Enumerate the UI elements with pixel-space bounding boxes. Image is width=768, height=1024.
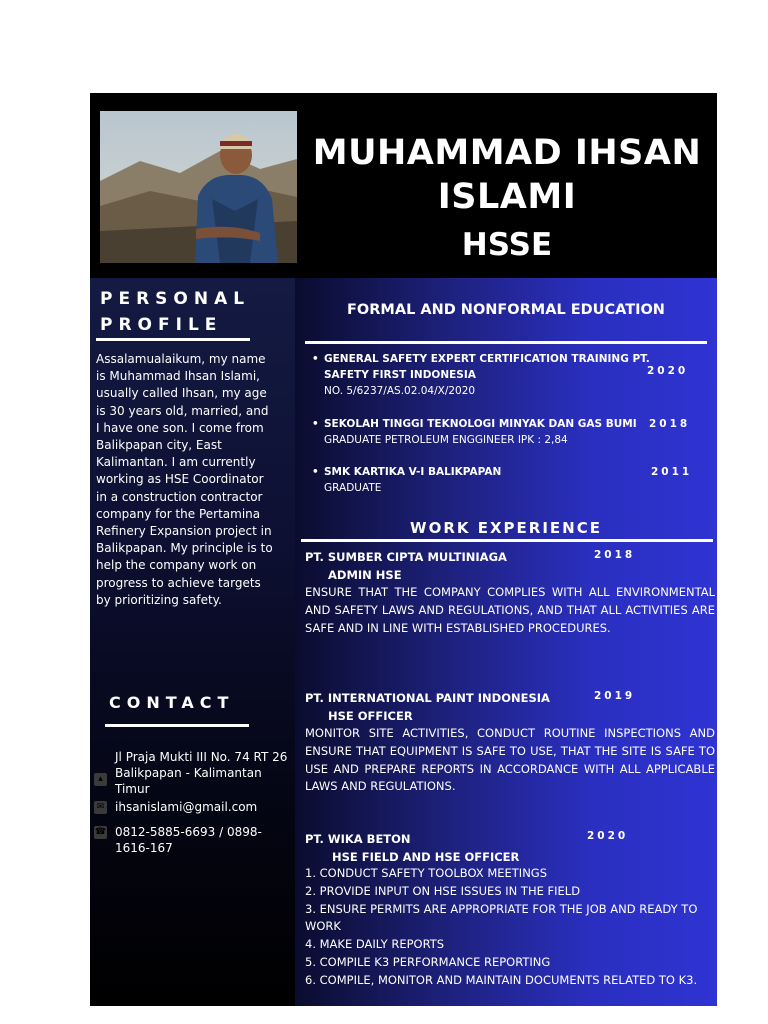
profile-photo: [100, 111, 297, 263]
job-year: 2020: [587, 830, 629, 842]
education-item: [310, 464, 680, 496]
contact-heading: CONTACT: [109, 693, 235, 712]
education-heading: FORMAL AND NONFORMAL EDUCATION: [347, 302, 665, 318]
education-item-year: 2020: [647, 365, 689, 377]
name-line-2: ISLAMI: [437, 177, 577, 217]
education-item-detail: GRADUATE: [324, 482, 382, 494]
job-year: 2019: [594, 690, 636, 702]
education-item-year: 2011: [651, 466, 693, 478]
email-icon: ✉: [94, 801, 107, 814]
job-company: PT. WIKA BETON: [305, 832, 411, 846]
phone-icon: ☎: [94, 827, 107, 837]
education-item-name: • SMK KARTIKA V-I BALIKPAPAN: [310, 464, 680, 480]
personal-profile-divider: [96, 338, 250, 341]
education-item-year: 2018: [649, 418, 691, 430]
contact-divider: [105, 724, 249, 727]
education-item-detail: GRADUATE PETROLEUM ENGGINEER IPK : 2,84: [324, 434, 568, 446]
job-task-list: [305, 865, 715, 990]
location-icon: ▴: [94, 773, 107, 786]
education-item: [310, 416, 680, 448]
job-task: 5. COMPILE K3 PERFORMANCE REPORTING: [305, 954, 551, 969]
job-task: 4. MAKE DAILY REPORTS: [305, 937, 445, 952]
education-item-name: • SEKOLAH TINGGI TEKNOLOGI MINYAK DAN GAS BUMI: [310, 416, 680, 432]
candidate-role: HSSE: [461, 227, 553, 263]
personal-profile-heading: [100, 286, 250, 338]
job-role: HSE FIELD AND HSE OFFICER: [332, 850, 520, 864]
personal-profile-heading-line-1: PERSONAL: [100, 289, 251, 309]
job-company: PT. INTERNATIONAL PAINT INDONESIA: [305, 691, 550, 705]
contact-address-text: Jl Praja Mukti III No. 74 RT 26 Balikpapan - Kalimantan Timur: [115, 750, 288, 796]
personal-profile-text: Assalamualaikum, my name is Muhammad Ihsan Islami, usually called Ihsan, my age is 30 years old, married, and I have one son. I come from Balikpapan city, East Kalimantan. I am currently working as HSE Coordinator in a construction contractor company for the Pertamina Refinery Expansion project in Balikpapan. My principle is to help the company work on progress to achieve targets by prioritizing safety.: [96, 352, 273, 607]
job-task: 2. PROVIDE INPUT ON HSE ISSUES IN THE FIELD: [305, 883, 581, 898]
work-experience-heading: WORK EXPERIENCE: [410, 519, 602, 537]
resume-sheet: [90, 93, 717, 1006]
contact-email-text[interactable]: ihsanislami@gmail.com: [115, 800, 258, 814]
job-task: 6. COMPILE, MONITOR AND MAINTAIN DOCUMENTS RELATED TO K3.: [305, 972, 698, 987]
job-task: 3. ENSURE PERMITS ARE APPROPRIATE FOR THE JOB AND READY TO WORK: [305, 901, 698, 934]
job-year: 2018: [594, 549, 636, 561]
job-role: ADMIN HSE: [328, 568, 402, 582]
job-description: ENSURE THAT THE COMPANY COMPLIES WITH ALL ENVIRONMENTAL AND SAFETY LAWS AND REGULATIONS, AND THAT ALL ACTIVITIES ARE SAFE AND IN LINE WITH ESTABLISHED PROCEDURES.: [305, 585, 715, 635]
work-experience-divider: [301, 539, 713, 542]
name-line-1: MUHAMMAD IHSAN: [312, 133, 702, 173]
education-item-detail: NO. 5/6237/AS.02.04/X/2020: [324, 385, 476, 397]
contact-phone-text: 0812-5885-6693 / 0898-1616-167: [115, 825, 262, 855]
education-item: [310, 351, 680, 399]
job-task: 1. CONDUCT SAFETY TOOLBOX MEETINGS: [305, 866, 548, 880]
education-divider: [305, 341, 707, 344]
education-item-name: • GENERAL SAFETY EXPERT CERTIFICATION TRAINING PT. SAFETY FIRST INDONESIA: [310, 351, 680, 383]
job-company: PT. SUMBER CIPTA MULTINIAGA: [305, 550, 507, 564]
candidate-name: [302, 131, 712, 219]
personal-profile-heading-line-2: PROFILE: [100, 315, 223, 335]
job-role: HSE OFFICER: [328, 709, 413, 723]
job-description: MONITOR SITE ACTIVITIES, CONDUCT ROUTINE INSPECTIONS AND ENSURE THAT EQUIPMENT IS SAFE TO USE, THAT THE SITE IS SAFE TO USE AND PREPARE REPORTS IN ACCORDANCE WITH ALL APPLICABLE LAWS AND REGULATIONS.: [305, 726, 715, 794]
